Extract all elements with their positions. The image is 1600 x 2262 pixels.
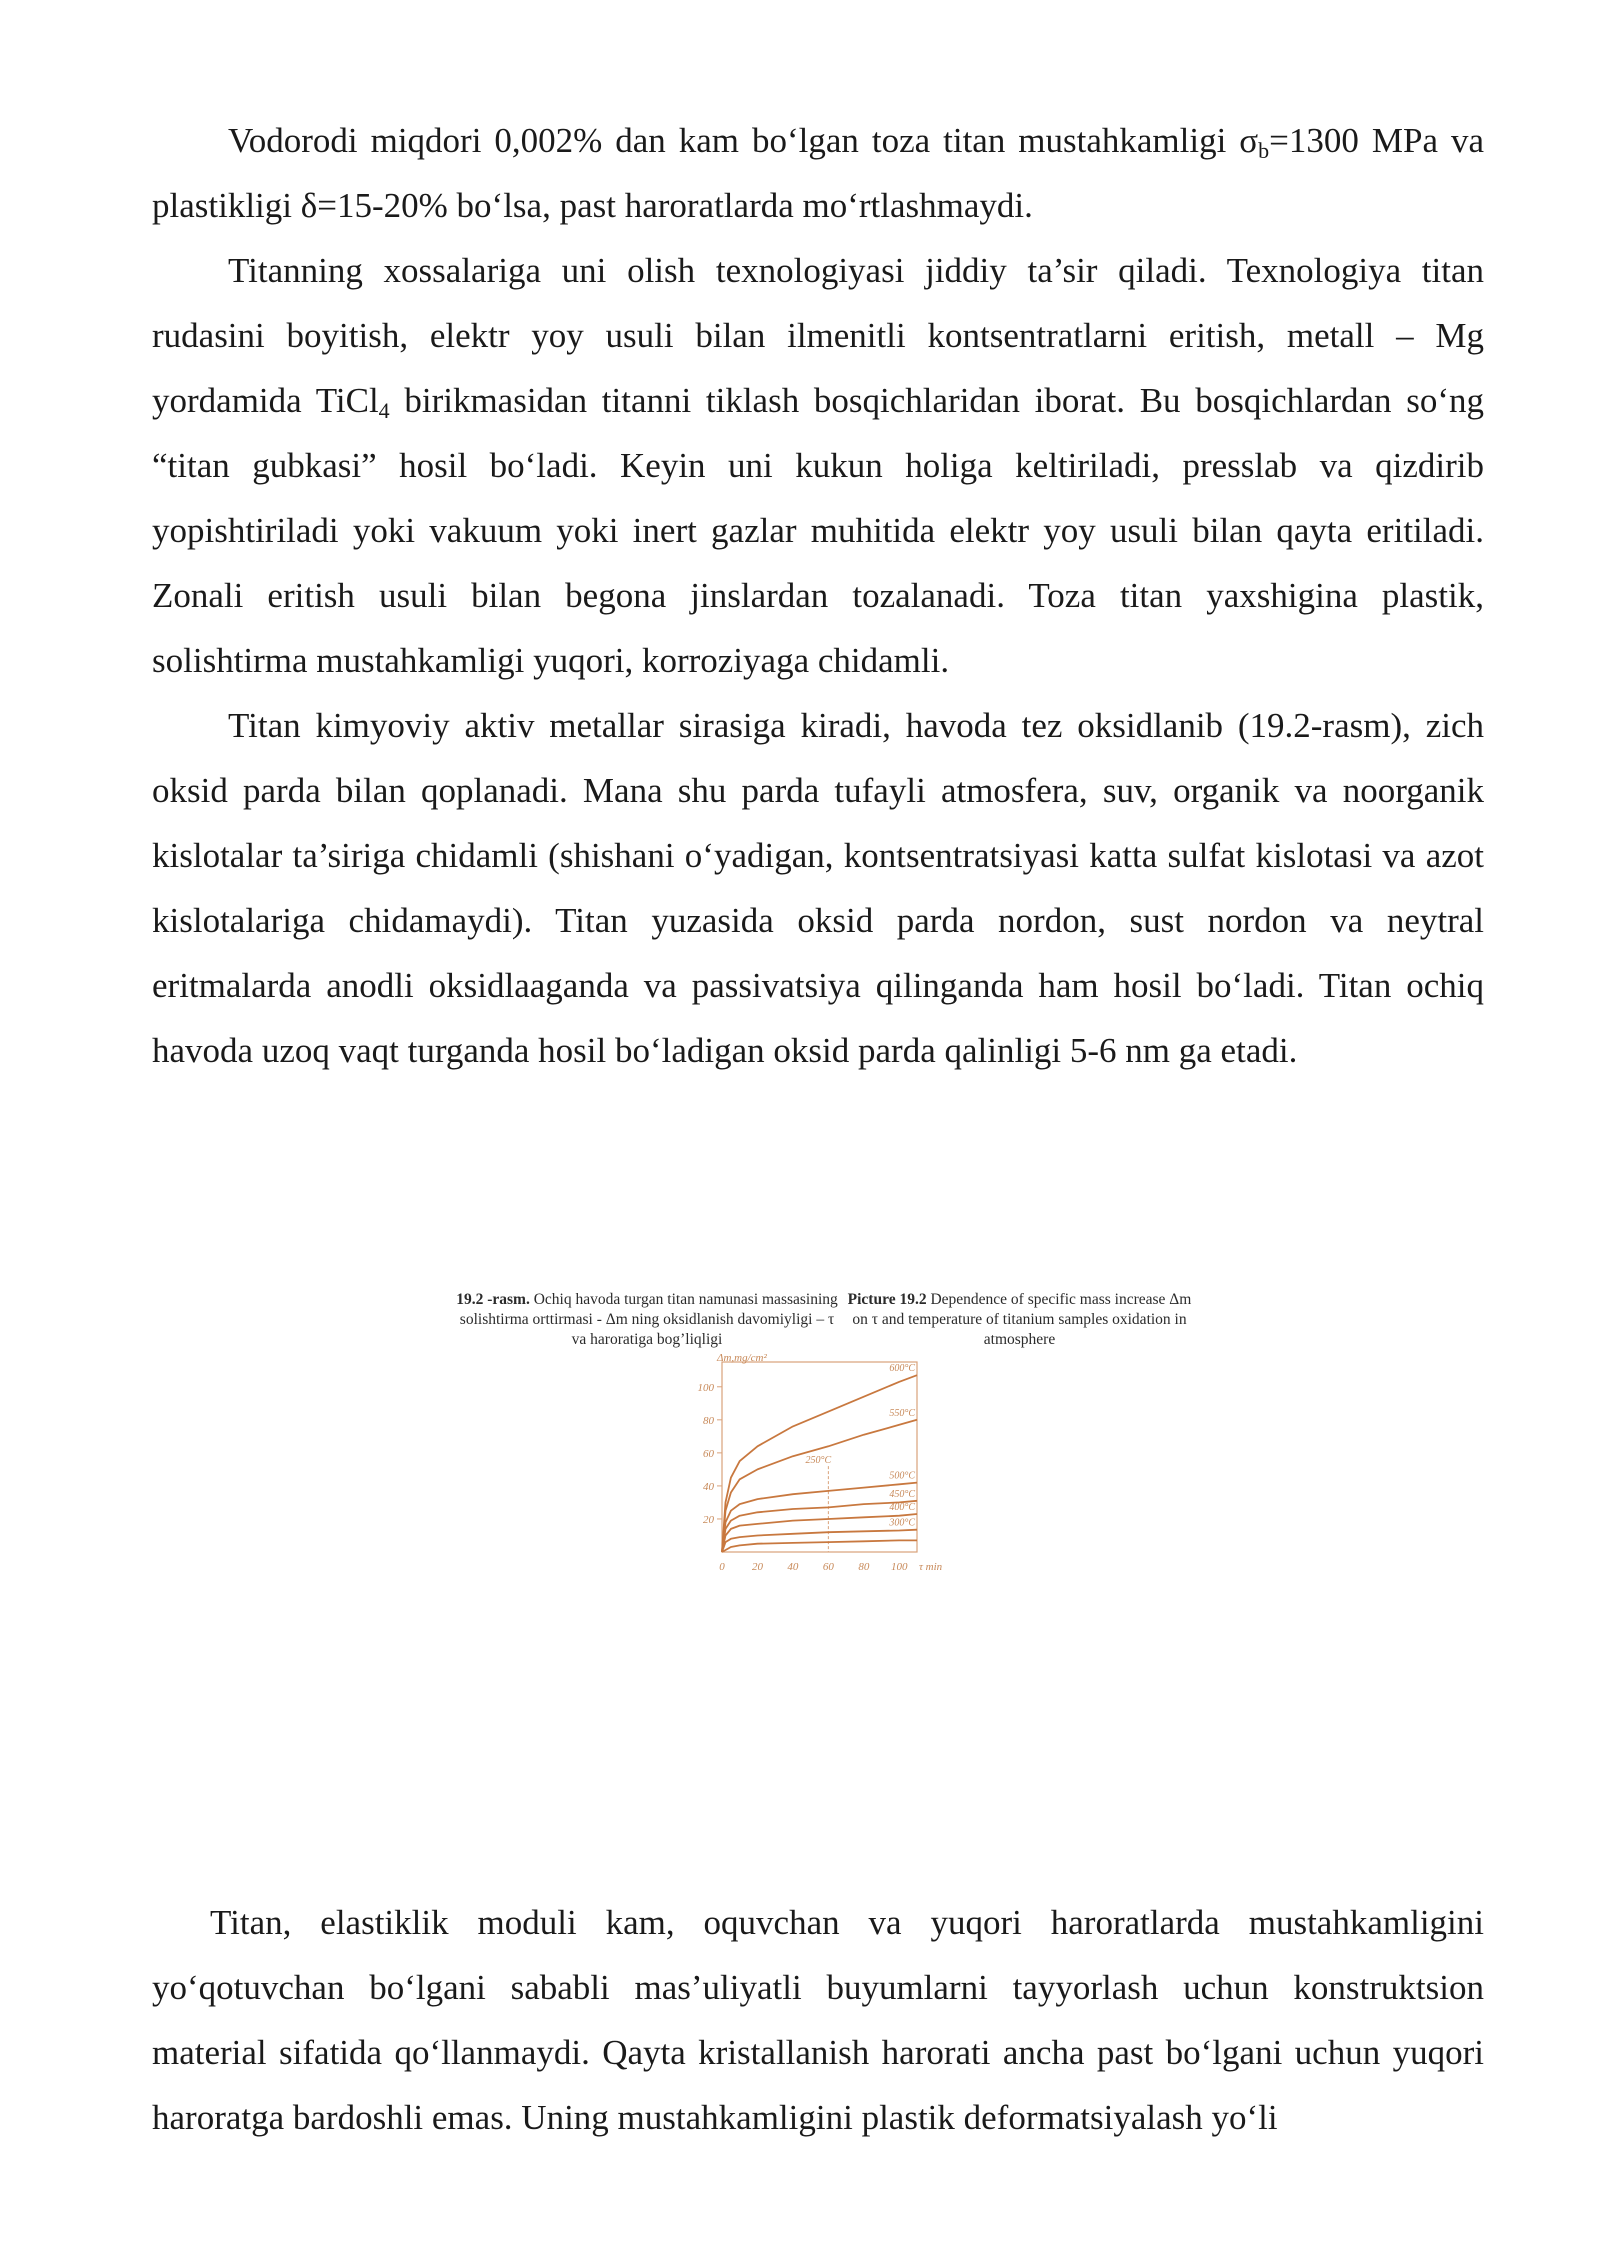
y-tick-label: 40 (703, 1480, 714, 1493)
x-tick-label: 40 (787, 1561, 799, 1573)
paragraph-4: Titan, elastiklik moduli kam, oquvchan va yuqori haroratlarda mustahkamligini yo‘qotuvchan bo‘lgani sababli mas’uliyatli buyumlarni tayyorlash uchun konstruktsion material sifatida qo‘llanmaydi. Qayta kristallanish harorati ancha past bo‘lgani uchun yuqori haroratga bardoshli emas. Uning mustahkamligini plastik deformatsiyalash yo‘li (152, 1903, 1484, 2137)
marker-label: 250°C (805, 1454, 832, 1466)
figure-caption-en: Picture 19.2 Dependence of specific mass increase Δm on τ and temperature of titanium samples oxidation in atmosphere (847, 1291, 1192, 1348)
paragraph-2: Titanning xossalariga uni olish texnologiyasi jiddiy ta’sir qiladi. Texnologiya titan rudasini boyitish, elektr yoy usuli bilan ilmenitli kontsentratlarni eritish, metall – Mg yordamida TiCl$_4$ birikmasidan titanni tiklash bosqichlaridan iborat. Bu bosqichlardan so‘ng “titan gubkasi” hosil bo‘ladi. Keyin uni kukun holiga keltiriladi, presslab va qizdirib yopishtiriladi yoki vakuum yoki inert gazlar muhitida elektr yoy usuli bilan qayta eritiladi. Zonali eritish usuli bilan begona jinslardan tozalanadi. Toza titan yaxshigina plastik, solishtirma mustahkamligi yuqori, korroziyaga chidamli. (152, 251, 1485, 680)
figure-19-2 (452, 1290, 1192, 1600)
x-tick-label: 0 (719, 1561, 725, 1573)
series-label: 400°C (889, 1502, 915, 1513)
text-block-top (152, 108, 1484, 1083)
y-tick-label: 20 (703, 1513, 714, 1526)
series-line (722, 1540, 917, 1552)
paragraph-1: Vodorodi miqdori 0,002% dan kam bo‘lgan toza titan mustahkamligi $\sigma_b=1300$ MPa va plastikligi δ=15-20% bo‘lsa, past haroratlarda mo‘rtlashmaydi. (152, 121, 1484, 225)
x-tick-label: 100 (891, 1561, 908, 1573)
x-tick-label: 20 (751, 1561, 763, 1573)
y-axis-label: Δm,mg/cm² (717, 1352, 767, 1364)
y-tick-label: 80 (703, 1414, 714, 1427)
paragraph-3: Titan kimyoviy aktiv metallar sirasiga kiradi, havoda tez oksidlanib (19.2-rasm), zich oksid parda bilan qoplanadi. Mana shu parda tufayli atmosfera, suv, organik va noorganik kislotalar ta’siriga chidamli (shishani o‘yadigan, kontsentratsiyasi katta sulfat kislotasi va azot kislotalariga chidamaydi). Titan yuzasida oksid parda nordon, sust nordon va neytral eritmalarda anodli oksidlaaganda va passivatsiya qilinganda ham hosil bo‘ladi. Titan ochiq havoda uzoq vaqt turganda hosil bo‘ladigan oksid parda qalinligi 5-6 nm ga etadi. (152, 706, 1484, 1070)
x-tick-label: 80 (858, 1561, 870, 1573)
series-label: 450°C (889, 1488, 915, 1500)
series-label: 550°C (889, 1407, 915, 1419)
y-tick-label: 60 (703, 1447, 714, 1460)
x-axis-label: τ min (919, 1561, 943, 1573)
y-tick-label: 100 (697, 1381, 714, 1394)
series-label: 600°C (889, 1363, 915, 1375)
series-label: 500°C (889, 1470, 915, 1482)
x-tick-label: 60 (822, 1561, 834, 1573)
series-label: 300°C (889, 1517, 915, 1529)
figure-caption-uz: 19.2 -rasm. Ochiq havoda turgan titan namunasi massasining solishtirma orttirmasi - Δm ning oksidlanish davomiyligi – τ va haroratiga bog’liqligi (456, 1291, 838, 1348)
oxidation-chart (652, 1352, 952, 1596)
text-block-bottom (152, 1890, 1484, 2150)
